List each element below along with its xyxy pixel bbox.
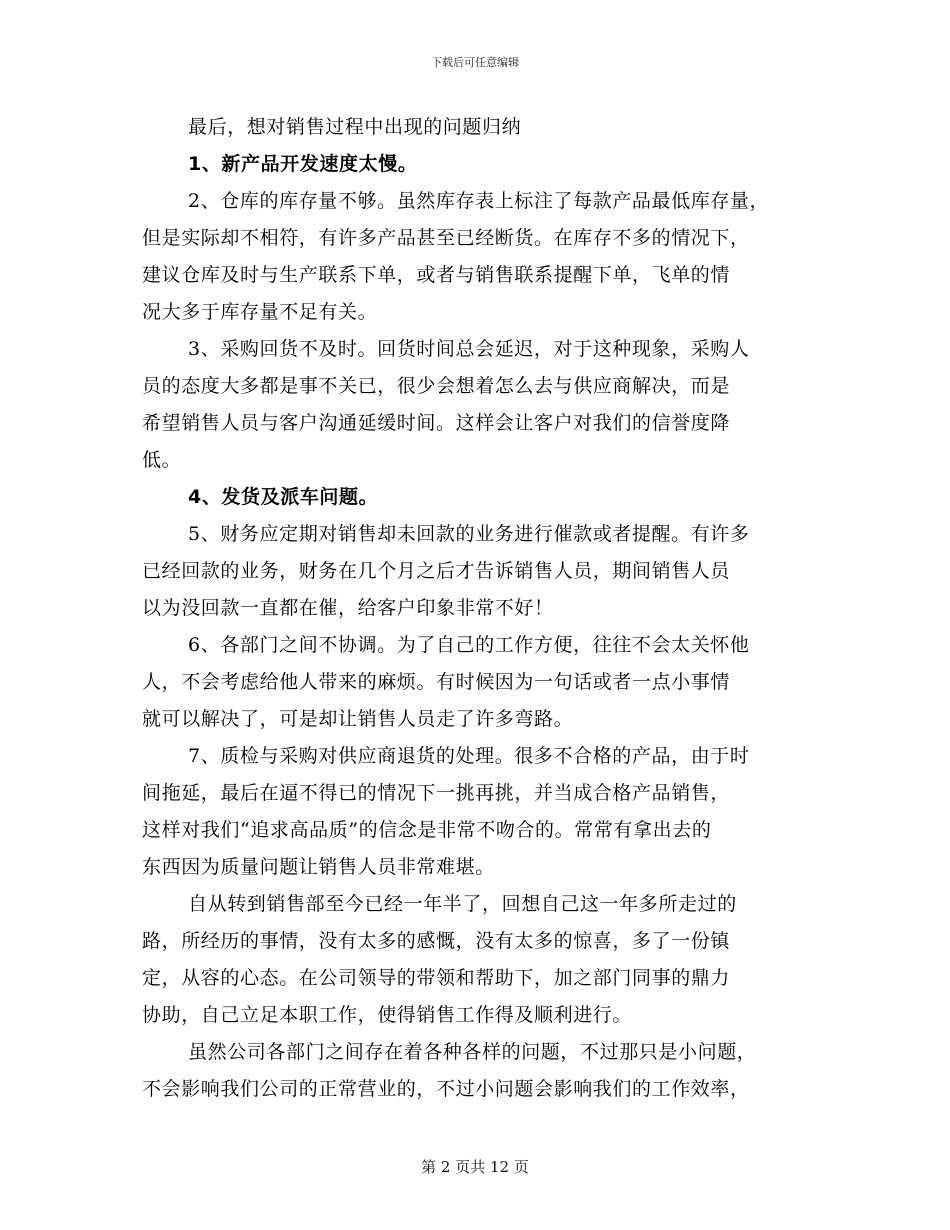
paragraph — [142, 516, 822, 627]
paragraph-line: 3、采购回货不及时。回货时间总会延迟，对于这种现象，采购人 — [188, 338, 750, 360]
paragraph — [142, 331, 822, 479]
paragraph — [142, 886, 822, 1034]
paragraph-line: 已经回款的业务，财务在几个月之后才告诉销售人员，期间销售人员 — [142, 560, 731, 582]
paragraph-line: 6、各部门之间不协调。为了自己的工作方便，往往不会太关怀他 — [188, 634, 750, 656]
paragraph — [142, 183, 822, 331]
paragraph-line: 这样对我们“追求高品质”的信念是非常不吻合的。常常有拿出去的 — [142, 819, 712, 841]
paragraph — [142, 146, 822, 183]
paragraph-line: 员的态度大多都是事不关已，很少会想着怎么去与供应商解决，而是 — [142, 375, 731, 397]
document-body — [142, 109, 822, 1108]
paragraph-line: 路，所经历的事情，没有太多的感慨，没有太多的惊喜，多了一份镇 — [142, 930, 731, 952]
page-header: 下载后可任意编辑 — [431, 56, 519, 69]
paragraph-line: 以为没回款一直都在催，给客户印象非常不好！ — [142, 597, 554, 619]
paragraph-line: 希望销售人员与客户沟通延缓时间。这样会让客户对我们的信誉度降 — [142, 412, 731, 434]
paragraph-line: 自从转到销售部至今已经一年半了，回想自己这一年多所走过的 — [188, 893, 737, 915]
paragraph-line: 协助，自己立足本职工作，使得销售工作得及顺利进行。 — [142, 1004, 633, 1026]
paragraph-line: 7、质检与采购对供应商退货的处理。很多不合格的产品，由于时 — [188, 745, 750, 767]
paragraph-line: 最后，想对销售过程中出现的问题归纳 — [188, 116, 522, 138]
page-footer: 第 2 页共 12 页 — [421, 1158, 529, 1176]
paragraph-line: 建议仓库及时与生产联系下单，或者与销售联系提醒下单，飞单的情 — [142, 264, 731, 286]
paragraph — [142, 738, 822, 886]
paragraph-line: 4、发货及派车问题。 — [188, 486, 379, 508]
paragraph-line: 但是实际却不相符，有许多产品甚至已经断货。在库存不多的情况下， — [142, 227, 750, 249]
paragraph — [142, 627, 822, 738]
paragraph-line: 不会影响我们公司的正常营业的，不过小问题会影响我们的工作效率， — [142, 1078, 750, 1100]
paragraph-line: 5、财务应定期对销售却未回款的业务进行催款或者提醒。有许多 — [188, 523, 750, 545]
paragraph-line: 间拖延，最后在逼不得已的情况下一挑再挑，并当成合格产品销售， — [142, 782, 731, 804]
paragraph-line: 虽然公司各部门之间存在着各种各样的问题，不过那只是小问题， — [188, 1041, 757, 1063]
paragraph-line: 人，不会考虑给他人带来的麻烦。有时候因为一句话或者一点小事情 — [142, 671, 731, 693]
paragraph-line: 况大多于库存量不足有关。 — [142, 301, 378, 323]
paragraph — [142, 1034, 822, 1108]
paragraph-line: 低。 — [142, 449, 182, 471]
paragraph — [142, 479, 822, 516]
paragraph-line: 东西因为质量问题让销售人员非常难堪。 — [142, 856, 495, 878]
paragraph-line: 1、新产品开发速度太慢。 — [188, 153, 418, 175]
paragraph-line: 定，从容的心态。在公司领导的带领和帮助下，加之部门同事的鼎力 — [142, 967, 731, 989]
paragraph-line: 就可以解决了，可是却让销售人员走了许多弯路。 — [142, 708, 574, 730]
paragraph-line: 2、仓库的库存量不够。虽然库存表上标注了每款产品最低库存量， — [188, 190, 770, 212]
paragraph — [142, 109, 822, 146]
